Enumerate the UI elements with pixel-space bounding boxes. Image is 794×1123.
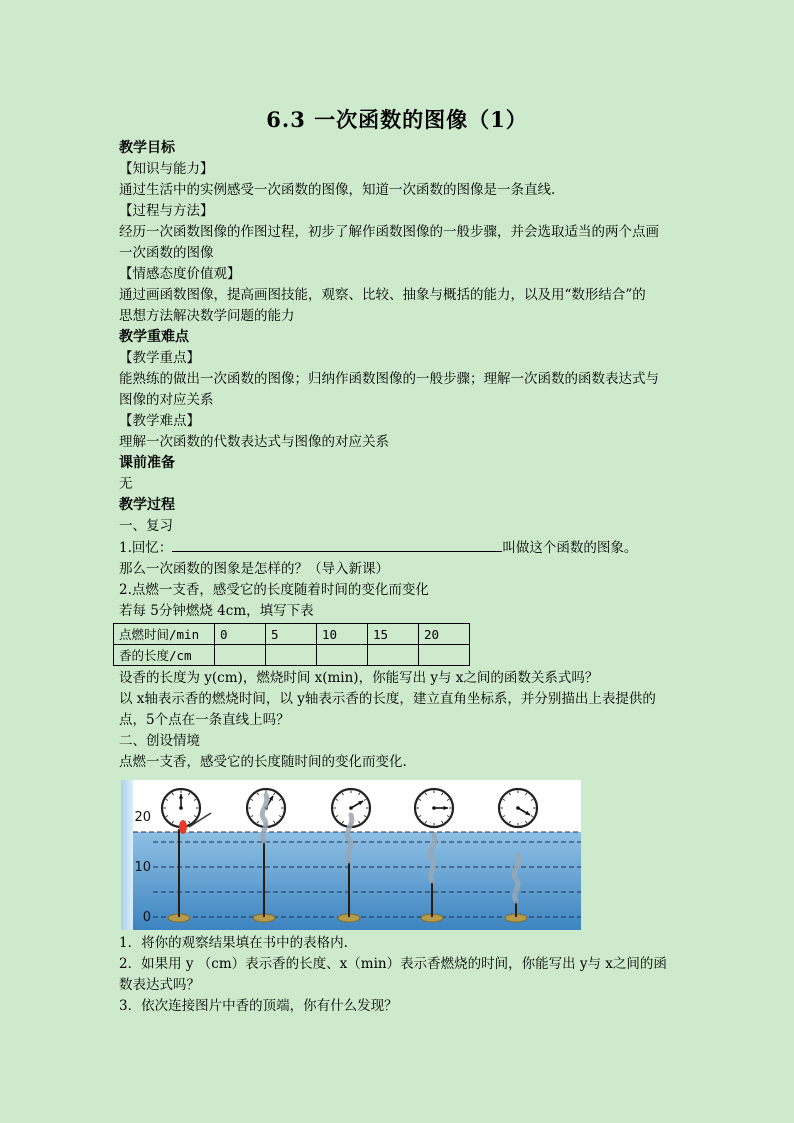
step-1: 1．将你的观察结果填在书中的表格内. — [119, 935, 348, 951]
axis-tick-label: 0 — [142, 910, 151, 925]
question-1-followup: 那么一次函数的图象是怎样的？（导入新课） — [119, 561, 389, 577]
document-body — [119, 138, 679, 1017]
axis-tick-label: 20 — [134, 810, 151, 825]
answer-blank[interactable] — [172, 537, 502, 552]
figure-left-strip — [121, 780, 133, 930]
emotion-text-2: 思想方法解决数学问题的能力 — [119, 308, 295, 324]
question-1 — [119, 537, 679, 559]
table-row — [114, 624, 470, 645]
table-header-time: 点燃时间/min — [114, 624, 215, 645]
table-cell-empty[interactable] — [215, 645, 266, 666]
focus-text-2: 图像的对应关系 — [119, 392, 214, 408]
process-heading: 教学过程 — [119, 497, 175, 513]
difficulty-text: 理解一次函数的代数表达式与图像的对应关系 — [119, 434, 389, 450]
table-cell: 10 — [317, 624, 368, 645]
clock-center — [516, 806, 520, 810]
clock-icon — [499, 789, 537, 827]
table-cell-empty[interactable] — [266, 645, 317, 666]
question-2-ask-3: 点，5个点在一条直线上吗？ — [119, 712, 290, 728]
focus-text-1: 能熟练的做出一次函数的图像；归纳作函数图像的一般步骤；理解一次函数的函数表达式与 — [119, 371, 659, 387]
review-heading: 一、复习 — [119, 518, 173, 534]
question-1-suffix: 叫做这个函数的图象。 — [502, 540, 638, 556]
clock-center — [432, 806, 436, 810]
emotion-label: 【情感态度价值观】 — [119, 266, 241, 282]
scenario-heading: 二、创设情境 — [119, 733, 200, 749]
step-3: 3．依次连接图片中香的顶端，你有什么发现？ — [119, 998, 398, 1014]
table-header-length: 香的长度/cm — [114, 645, 215, 666]
clock-icon — [415, 789, 453, 827]
question-1-prefix: 1.回忆： — [119, 540, 173, 556]
question-2-ask-1: 设香的长度为 y(cm)，燃烧时间 x(min)，你能写出 y与 x之间的函数关系式吗？ — [119, 670, 599, 686]
knowledge-label: 【知识与能力】 — [119, 161, 214, 177]
knowledge-text: 通过生活中的实例感受一次函数的图像，知道一次函数的图像是一条直线. — [119, 182, 556, 198]
table-cell: 20 — [419, 624, 470, 645]
flame-icon — [179, 820, 187, 834]
axis-tick-label: 10 — [134, 860, 151, 875]
key-points-heading: 教学重难点 — [119, 329, 189, 345]
clock-center — [179, 806, 183, 810]
preparation-text: 无 — [119, 476, 133, 492]
table-cell: 5 — [266, 624, 317, 645]
question-2-ask-2: 以 x轴表示香的燃烧时间，以 y轴表示香的长度，建立直角坐标系，并分别描出上表提供的 — [119, 691, 656, 707]
incense-figure — [121, 780, 581, 930]
question-2: 2.点燃一支香，感受它的长度随着时间的变化而变化 — [119, 582, 429, 598]
table-cell-empty[interactable] — [419, 645, 470, 666]
difficulty-label: 【教学难点】 — [119, 413, 200, 429]
focus-label: 【教学重点】 — [119, 350, 200, 366]
step-2-1: 2．如果用 y （cm）表示香的长度、x（min）表示香燃烧的时间，你能写出 y与 x之间的函 — [119, 956, 667, 972]
burn-table — [113, 623, 470, 666]
process-text-1: 经历一次函数图像的作图过程，初步了解作函数图像的一般步骤，并会选取适当的两个点画 — [119, 224, 659, 240]
page-title: 6.3 一次函数的图像（1） — [266, 107, 528, 132]
table-row — [114, 645, 470, 666]
preparation-heading: 课前准备 — [119, 455, 175, 471]
scenario-text: 点燃一支香，感受它的长度随时间的变化而变化. — [119, 754, 407, 770]
table-cell-empty[interactable] — [368, 645, 419, 666]
objectives-heading: 教学目标 — [119, 140, 175, 156]
emotion-text-1: 通过画函数图像，提高画图技能，观察、比较、抽象与概括的能力，以及用“数形结合”的 — [119, 287, 646, 303]
table-cell: 15 — [368, 624, 419, 645]
table-cell-empty[interactable] — [317, 645, 368, 666]
process-label: 【过程与方法】 — [119, 203, 214, 219]
table-cell: 0 — [215, 624, 266, 645]
question-2-rule: 若每 5分钟燃烧 4cm，填写下表 — [119, 603, 314, 619]
incense-illustration — [121, 780, 581, 930]
clock-center — [349, 806, 353, 810]
step-2-2: 数表达式吗？ — [119, 977, 200, 993]
process-text-2: 一次函数的图像 — [119, 245, 214, 261]
